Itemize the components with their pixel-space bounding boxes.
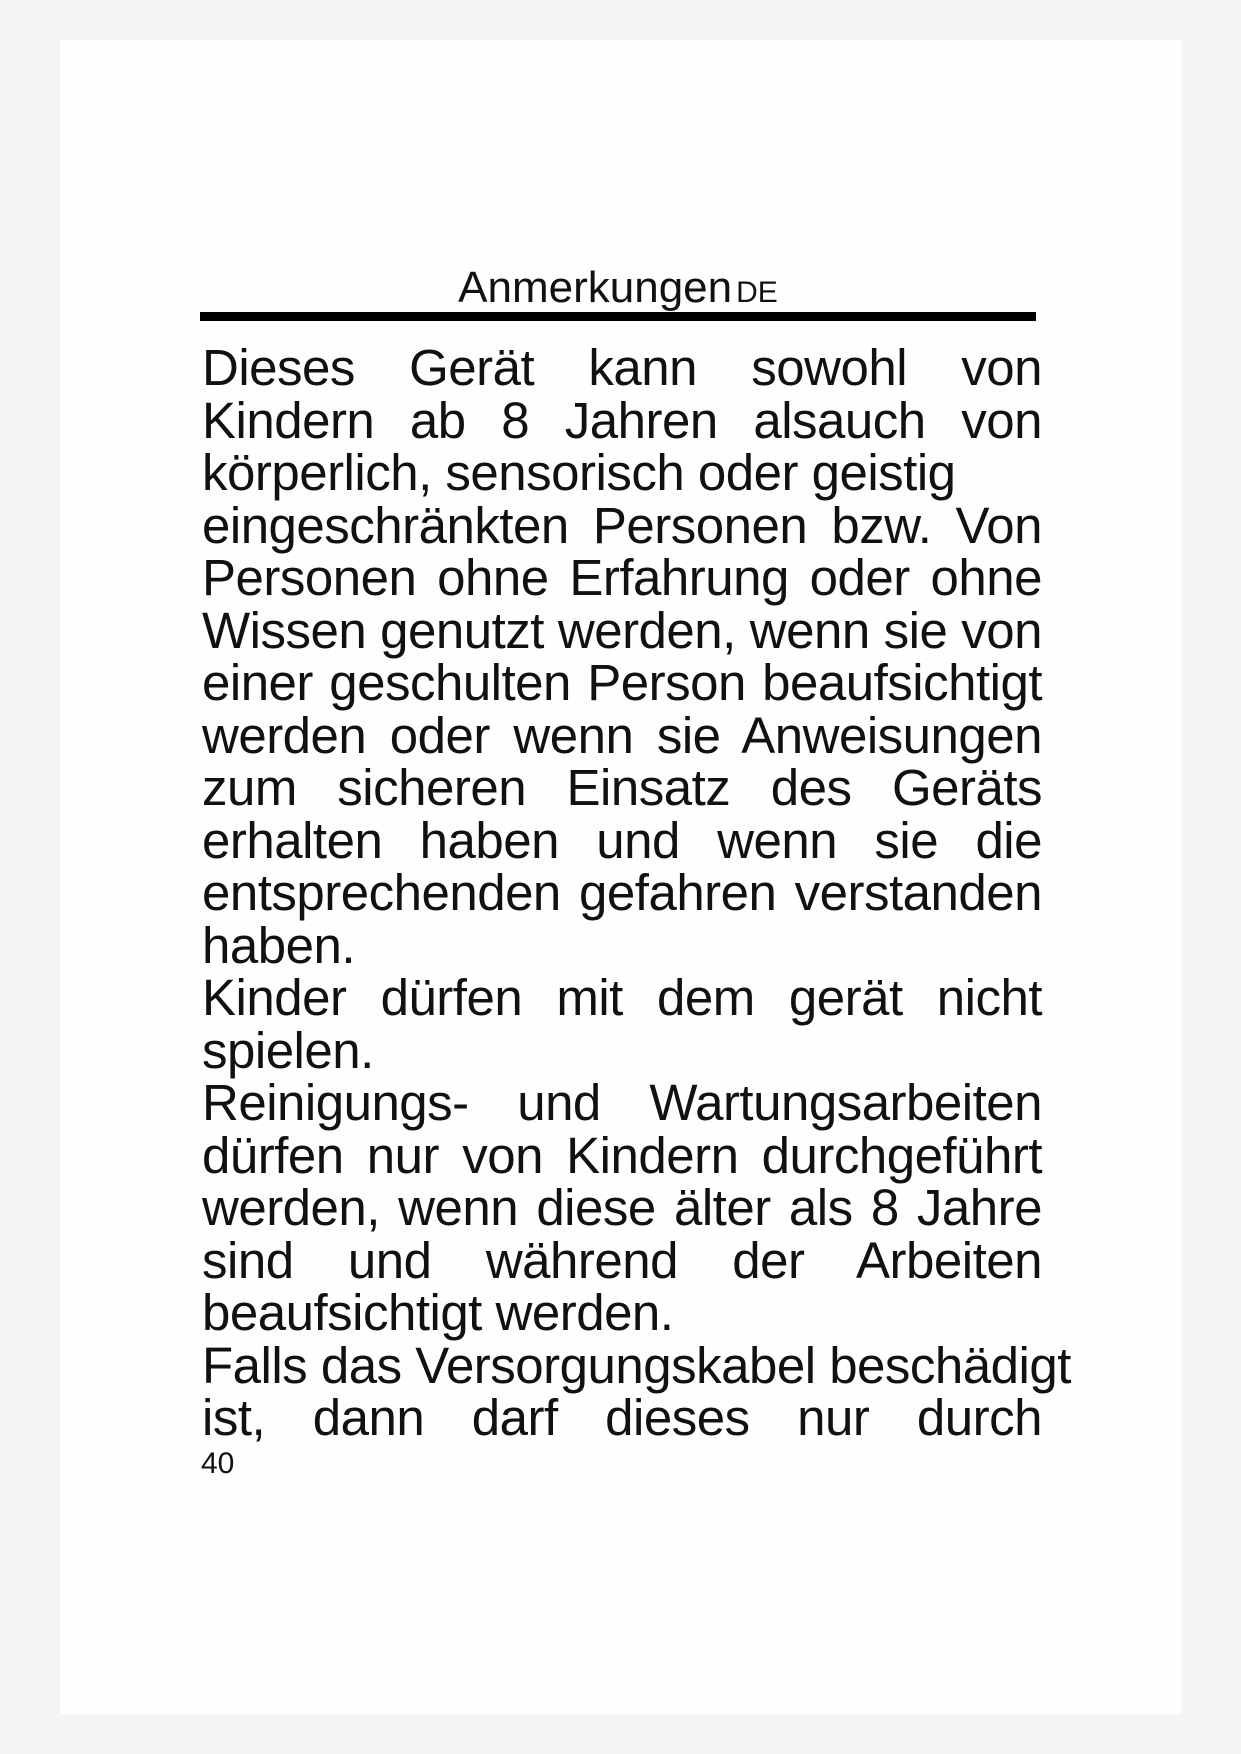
text-line: haben. bbox=[202, 916, 355, 974]
text-line: sind und während der Arbeiten bbox=[202, 1231, 1042, 1289]
text-line: entsprechenden gefahren verstanden bbox=[202, 864, 1042, 921]
text-line: einer geschulten Person beaufsichtigt bbox=[202, 654, 1042, 711]
page-title: Anmerkungen bbox=[458, 263, 733, 312]
text-line: werden, wenn diese älter als 8 Jahre bbox=[202, 1179, 1042, 1236]
body-text bbox=[202, 339, 1071, 1446]
text-line: dürfen nur von Kindern durchgeführt bbox=[202, 1126, 1042, 1184]
language-code: DE bbox=[736, 276, 778, 309]
text-line: körperlich, sensorisch oder geistig bbox=[202, 444, 956, 501]
text-line: Reinigungs- und Wartungsarbeiten bbox=[202, 1074, 1042, 1131]
text-line: eingeschränkten Personen bzw. Von bbox=[202, 496, 1042, 554]
text-line: Falls das Versorgungskabel beschädigt bbox=[202, 1336, 1071, 1394]
text-line: beaufsichtigt werden. bbox=[202, 1284, 674, 1341]
text-line: Kindern ab 8 Jahren alsauch von bbox=[202, 391, 1042, 449]
text-line: ist, dann darf dieses nur durch bbox=[202, 1389, 1042, 1446]
text-line: Wissen genutzt werden, wenn sie von bbox=[202, 601, 1042, 659]
header-rule bbox=[200, 312, 1036, 321]
text-line: zum sicheren Einsatz des Geräts bbox=[202, 759, 1042, 816]
text-line: Kinder dürfen mit dem gerät nicht bbox=[202, 969, 1042, 1026]
text-line: werden oder wenn sie Anweisungen bbox=[202, 706, 1042, 764]
text-line: Personen ohne Erfahrung oder ohne bbox=[202, 549, 1042, 606]
text-line: Dieses Gerät kann sowohl von bbox=[202, 339, 1042, 396]
page-number: 40 bbox=[201, 1447, 235, 1480]
text-line: erhalten haben und wenn sie die bbox=[202, 811, 1042, 869]
text-line: spielen. bbox=[202, 1021, 374, 1079]
